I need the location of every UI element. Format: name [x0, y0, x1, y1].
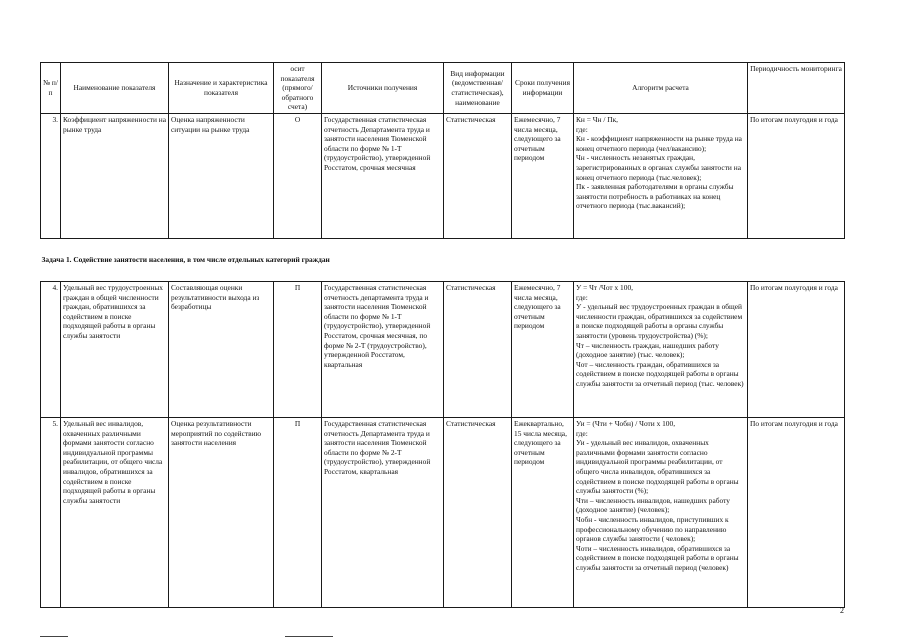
- algorithm-line: Чт – численность граждан, нашедших работу (доходное занятие) (тыс. человек);: [576, 340, 719, 360]
- indicator-name: Коэффициент напряженности на рынке труда: [61, 113, 169, 238]
- row-num: 5.: [41, 417, 61, 607]
- indicator-name: Удельный вес трудоустроенных граждан в общей численности граждан, обратившихся за содействием в поиске подходящей работы в органы службы занятости: [61, 281, 169, 417]
- indicator-sources: Государственная статистическая отчетность Департамента труда и занятости населения Тюменской области по форме № 2-Т (трудоустройство), утвержденной Росстатом, квартальная: [322, 417, 444, 607]
- algorithm-line: Чти – численность инвалидов, нашедших работу (доходное занятие) (человек);: [576, 495, 730, 515]
- indicator-periodicity: По итогам полугодия и года: [748, 417, 845, 607]
- row-num: 4.: [41, 281, 61, 417]
- header-purpose: Назначение и характеристика показателя: [169, 63, 274, 114]
- task-heading-row: [41, 238, 845, 281]
- indicator-deadlines: Ежемесячно, 7 числа месяца, следующего за отчетным периодом: [512, 281, 574, 417]
- scan-edge-mark: [285, 636, 333, 637]
- indicator-algorithm: [574, 113, 748, 238]
- header-algorithm: Алгоритм расчета: [574, 63, 748, 114]
- indicator-basis: О: [274, 113, 322, 238]
- algorithm-line: У - удельный вес трудоустроенных граждан в общей численности граждан, обратившихся за содействием в поиске подходящей работы в органы службы занятости (уровень трудоустройства) (%);: [576, 302, 743, 340]
- algorithm-line: где:: [576, 292, 588, 302]
- header-periodicity: Периодичность мониторинга: [748, 63, 845, 114]
- algorithm-line: Чн - численность незанятых граждан, зарегистрированных в органах службы занятости на конец отчетного периода (тыс.человек);: [576, 153, 741, 182]
- page-number: 2: [840, 606, 844, 615]
- header-name: Наименование показателя: [61, 63, 169, 114]
- indicator-algorithm: [574, 281, 748, 417]
- indicators-table: [40, 62, 845, 608]
- algorithm-line: Уи - удельный вес инвалидов, охваченных различными формами занятости согласно индивидуальной программы реабилитации, от общего числа инвалидов, обратившихся за содействием в поиске подходящей работы в органы службы занятости (%);: [576, 438, 739, 496]
- indicator-purpose: Составляющая оценки результативности выхода из безработицы: [169, 281, 274, 417]
- table-row: [41, 281, 845, 417]
- indicator-purpose: Оценка напряженности ситуации на рынке труда: [169, 113, 274, 238]
- indicator-purpose: Оценка результативности мероприятий по содействию занятости населения: [169, 417, 274, 607]
- header-basis: осит показателя (прямого/ обратного счета): [274, 63, 322, 114]
- indicator-info-type: Статистическая: [444, 281, 512, 417]
- indicator-sources: Государственная статистическая отчетность департамента труда и занятости населения Тюменской области по форме № 1-Т (трудоустройство), утвержденной Росстатом, срочная месячная, по форме № 2-Т (трудоустройство), утвержденной Росстатом, квартальная: [322, 281, 444, 417]
- header-sources: Источники получения: [322, 63, 444, 114]
- indicator-sources: Государственная статистическая отчетность Департамента труда и занятости населения Тюменской области по форме № 1-Т (трудоустройство), утвержденной Росстатом, срочная месячная: [322, 113, 444, 238]
- indicator-info-type: Статистическая: [444, 113, 512, 238]
- indicator-basis: П: [274, 281, 322, 417]
- task-heading: Задача 1. Содействие занятости населения, в том числе отдельных категорий граждан: [41, 238, 845, 281]
- indicator-deadlines: Ежемесячно, 7 числа месяца, следующего за отчетным периодом: [512, 113, 574, 238]
- algorithm-line: Чоти – численность инвалидов, обратившихся за содействием в поиске подходящей работы в органы службы занятости за отчетный период (человек): [576, 543, 739, 572]
- header-deadlines: Сроки получения информации: [512, 63, 574, 114]
- algorithm-line: Чот – численность граждан, обратившихся за содействием в поиске подходящей работы в органы службы занятости за отчетный период (тыс. человек): [576, 359, 744, 388]
- indicator-periodicity: По итогам полугодия и года: [748, 113, 845, 238]
- header-info-type: Вид информации (ведомственная/ статистическая), наименование: [444, 63, 512, 114]
- indicator-algorithm: [574, 417, 748, 607]
- header-num: № п/п: [41, 63, 61, 114]
- indicator-periodicity: По итогам полугодия и года: [748, 281, 845, 417]
- table-row: [41, 417, 845, 607]
- algorithm-line: Чобн - численность инвалидов, приступивших к профессиональному обучению по направлению органов службы занятости ( человек);: [576, 514, 729, 544]
- algorithm-line: Пк - заявленная работодателями в органы службы занятости потребность в работниках на конец отчетного периода (тыс.вакансий);: [576, 182, 734, 211]
- scan-edge-mark: [40, 636, 68, 637]
- indicator-deadlines: Ежеквартально, 15 числа месяца, следующего за отчетным периодом: [512, 417, 574, 607]
- indicator-name: Удельный вес инвалидов, охваченных различными формами занятости согласно индивидуальной программы реабилитации, от общего числа инвалидов, обратившихся за содействием в поиске подходящей работы в органы службы занятости: [61, 417, 169, 607]
- table-header-row: [41, 63, 845, 114]
- indicator-info-type: Статистическая: [444, 417, 512, 607]
- indicator-basis: П: [274, 417, 322, 607]
- algorithm-line: Уи = (Чти + Чобн) / Чоти х 100,: [576, 418, 676, 428]
- row-num: 3.: [41, 113, 61, 238]
- algorithm-line: Кн = Чн / Пк,: [576, 114, 619, 124]
- algorithm-line: где:: [576, 124, 588, 134]
- algorithm-line: Кн - коэффициент напряженности на рынке труда на конец отчетного периода (чел/вакансию);: [576, 134, 742, 153]
- table-row: [41, 113, 845, 238]
- algorithm-line: где:: [576, 428, 588, 438]
- algorithm-line: У = Чт /Чот х 100,: [576, 282, 633, 292]
